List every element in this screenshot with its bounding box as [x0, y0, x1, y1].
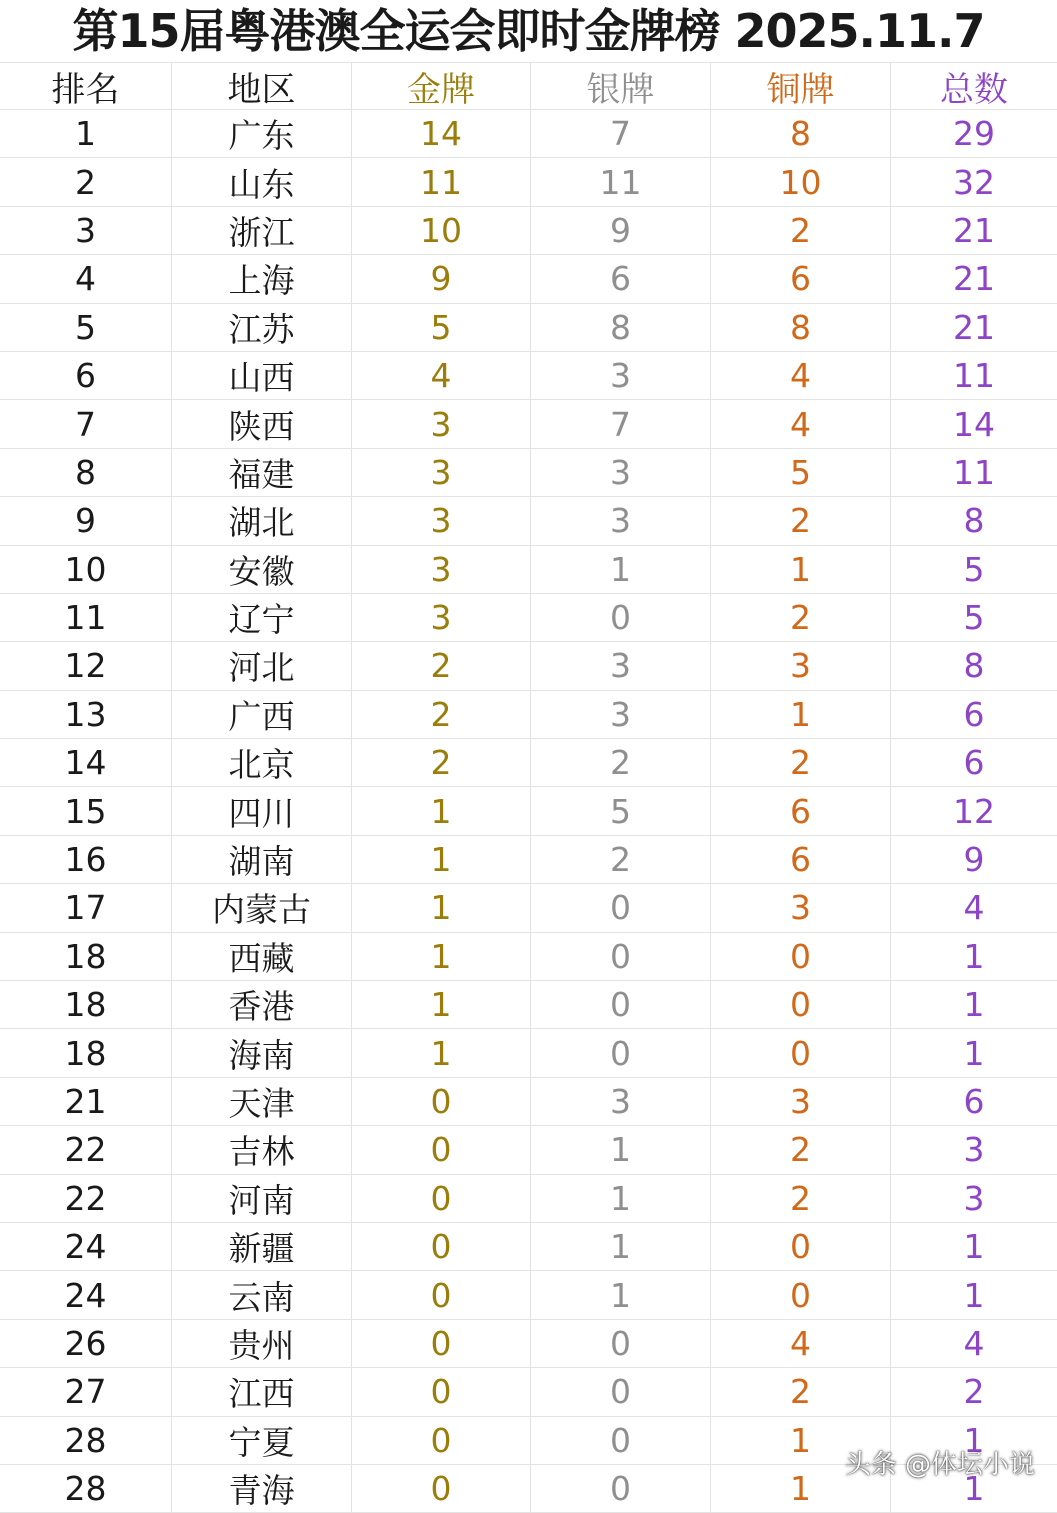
bronze-cell: 2 — [711, 594, 891, 641]
gold-cell: 2 — [352, 691, 531, 738]
gold-cell: 11 — [352, 158, 531, 205]
region-cell: 天津 — [172, 1078, 352, 1125]
silver-cell: 0 — [531, 1368, 711, 1415]
bronze-cell: 2 — [711, 1126, 891, 1173]
total-cell: 3 — [963, 1130, 985, 1170]
region-cell: 北京 — [172, 739, 352, 786]
table-row — [0, 1368, 1057, 1416]
gold-cell: 3 — [352, 400, 531, 447]
table-row — [0, 207, 1057, 255]
bronze-cell: 2 — [711, 1368, 891, 1415]
total-cell: 6 — [963, 743, 985, 783]
header-bronze: 铜牌 — [711, 63, 891, 109]
rank-cell: 1 — [0, 110, 172, 157]
rank-cell: 26 — [0, 1320, 172, 1367]
bronze-cell: 5 — [711, 449, 891, 496]
table-row — [0, 304, 1057, 352]
total-cell: 1 — [963, 1033, 985, 1073]
silver-cell: 1 — [531, 1223, 711, 1270]
table-row — [0, 497, 1057, 545]
rank-cell: 18 — [0, 933, 172, 980]
table-row — [0, 255, 1057, 303]
silver-cell: 1 — [531, 1175, 711, 1222]
silver-cell: 7 — [531, 110, 711, 157]
total-cell: 12 — [953, 791, 995, 831]
table-row — [0, 110, 1057, 158]
total-cell: 5 — [963, 549, 985, 589]
total-cell: 1 — [963, 1275, 985, 1315]
bronze-cell: 6 — [711, 836, 891, 883]
gold-cell: 1 — [352, 884, 531, 931]
bronze-cell: 0 — [711, 1271, 891, 1318]
silver-cell: 0 — [531, 594, 711, 641]
gold-cell: 0 — [352, 1078, 531, 1125]
silver-cell: 6 — [531, 255, 711, 302]
region-cell: 海南 — [172, 1029, 352, 1076]
rank-cell: 15 — [0, 787, 172, 834]
header-total: 总数 — [940, 69, 1008, 110]
gold-cell: 2 — [352, 642, 531, 689]
silver-cell: 3 — [531, 449, 711, 496]
silver-cell: 3 — [531, 497, 711, 544]
header-rank: 排名 — [0, 63, 172, 109]
bronze-cell: 1 — [711, 1465, 891, 1512]
total-cell: 29 — [953, 114, 995, 154]
region-cell: 吉林 — [172, 1126, 352, 1173]
table-row — [0, 642, 1057, 690]
gold-cell: 0 — [352, 1368, 531, 1415]
table-row — [0, 1029, 1057, 1077]
total-cell: 1 — [963, 936, 985, 976]
region-cell: 浙江 — [172, 207, 352, 254]
gold-cell: 3 — [352, 594, 531, 641]
silver-cell: 2 — [531, 836, 711, 883]
region-cell: 新疆 — [172, 1223, 352, 1270]
bronze-cell: 2 — [711, 739, 891, 786]
rank-cell: 14 — [0, 739, 172, 786]
rank-cell: 28 — [0, 1417, 172, 1464]
silver-cell: 0 — [531, 1417, 711, 1464]
region-cell: 云南 — [172, 1271, 352, 1318]
gold-cell: 0 — [352, 1465, 531, 1512]
bronze-cell: 10 — [711, 158, 891, 205]
total-cell: 11 — [953, 356, 995, 396]
total-cell: 1 — [963, 1469, 985, 1509]
rank-cell: 2 — [0, 158, 172, 205]
table-row — [0, 1078, 1057, 1126]
rank-cell: 22 — [0, 1126, 172, 1173]
table-row — [0, 352, 1057, 400]
total-cell: 11 — [953, 452, 995, 492]
gold-cell: 1 — [352, 1029, 531, 1076]
total-cell: 21 — [953, 210, 995, 250]
medal-table — [0, 62, 1057, 1513]
rank-cell: 18 — [0, 1029, 172, 1076]
region-cell: 西藏 — [172, 933, 352, 980]
gold-cell: 5 — [352, 304, 531, 351]
table-row — [0, 546, 1057, 594]
gold-cell: 0 — [352, 1320, 531, 1367]
rank-cell: 9 — [0, 497, 172, 544]
rank-cell: 27 — [0, 1368, 172, 1415]
silver-cell: 9 — [531, 207, 711, 254]
total-cell: 5 — [963, 598, 985, 638]
silver-cell: 1 — [531, 1271, 711, 1318]
gold-cell: 1 — [352, 836, 531, 883]
total-cell: 4 — [963, 1323, 985, 1363]
rank-cell: 22 — [0, 1175, 172, 1222]
total-cell: 8 — [963, 501, 985, 541]
silver-cell: 3 — [531, 352, 711, 399]
region-cell: 广西 — [172, 691, 352, 738]
header-region: 地区 — [172, 63, 352, 109]
gold-cell: 10 — [352, 207, 531, 254]
gold-cell: 0 — [352, 1417, 531, 1464]
table-row — [0, 400, 1057, 448]
total-cell: 6 — [963, 1082, 985, 1121]
total-cell: 1 — [963, 985, 985, 1025]
silver-cell: 11 — [531, 158, 711, 205]
bronze-cell: 2 — [711, 497, 891, 544]
rank-cell: 28 — [0, 1465, 172, 1512]
silver-cell: 3 — [531, 691, 711, 738]
table-header-row — [0, 62, 1057, 110]
bronze-cell: 0 — [711, 1223, 891, 1270]
bronze-cell: 6 — [711, 787, 891, 834]
silver-cell: 0 — [531, 1320, 711, 1367]
table-row — [0, 933, 1057, 981]
table-row — [0, 1271, 1057, 1319]
total-cell: 4 — [963, 888, 985, 928]
total-cell: 1 — [963, 1227, 985, 1267]
rank-cell: 8 — [0, 449, 172, 496]
silver-cell: 1 — [531, 546, 711, 593]
gold-cell: 3 — [352, 546, 531, 593]
silver-cell: 0 — [531, 884, 711, 931]
header-gold: 金牌 — [352, 63, 531, 109]
rank-cell: 16 — [0, 836, 172, 883]
region-cell: 江西 — [172, 1368, 352, 1415]
region-cell: 宁夏 — [172, 1417, 352, 1464]
gold-cell: 1 — [352, 933, 531, 980]
gold-cell: 0 — [352, 1223, 531, 1270]
gold-cell: 3 — [352, 497, 531, 544]
rank-cell: 6 — [0, 352, 172, 399]
bronze-cell: 6 — [711, 255, 891, 302]
silver-cell: 3 — [531, 642, 711, 689]
region-cell: 贵州 — [172, 1320, 352, 1367]
silver-cell: 0 — [531, 981, 711, 1028]
gold-cell: 3 — [352, 449, 531, 496]
table-row — [0, 1175, 1057, 1223]
bronze-cell: 1 — [711, 691, 891, 738]
table-row — [0, 1126, 1057, 1174]
rank-cell: 7 — [0, 400, 172, 447]
bronze-cell: 4 — [711, 1320, 891, 1367]
rank-cell: 24 — [0, 1271, 172, 1318]
table-row — [0, 691, 1057, 739]
table-row — [0, 449, 1057, 497]
table-row — [0, 787, 1057, 835]
table-row — [0, 1320, 1057, 1368]
rank-cell: 24 — [0, 1223, 172, 1270]
rank-cell: 13 — [0, 691, 172, 738]
table-row — [0, 981, 1057, 1029]
rank-cell: 17 — [0, 884, 172, 931]
gold-cell: 0 — [352, 1271, 531, 1318]
gold-cell: 2 — [352, 739, 531, 786]
silver-cell: 7 — [531, 400, 711, 447]
total-cell: 32 — [953, 162, 995, 202]
rank-cell: 11 — [0, 594, 172, 641]
region-cell: 青海 — [172, 1465, 352, 1512]
gold-cell: 1 — [352, 787, 531, 834]
table-row — [0, 594, 1057, 642]
region-cell: 陕西 — [172, 400, 352, 447]
region-cell: 内蒙古 — [172, 884, 352, 931]
bronze-cell: 1 — [711, 1417, 891, 1464]
region-cell: 山西 — [172, 352, 352, 399]
total-cell: 21 — [953, 307, 995, 347]
gold-cell: 0 — [352, 1126, 531, 1173]
region-cell: 香港 — [172, 981, 352, 1028]
gold-cell: 1 — [352, 981, 531, 1028]
bronze-cell: 0 — [711, 981, 891, 1028]
silver-cell: 1 — [531, 1126, 711, 1173]
gold-cell: 9 — [352, 255, 531, 302]
silver-cell: 0 — [531, 1465, 711, 1512]
region-cell: 山东 — [172, 158, 352, 205]
region-cell: 湖南 — [172, 836, 352, 883]
rank-cell: 4 — [0, 255, 172, 302]
total-cell: 2 — [963, 1372, 985, 1412]
region-cell: 福建 — [172, 449, 352, 496]
region-cell: 上海 — [172, 255, 352, 302]
region-cell: 辽宁 — [172, 594, 352, 641]
rank-cell: 18 — [0, 981, 172, 1028]
table-row — [0, 739, 1057, 787]
total-cell: 14 — [953, 404, 995, 444]
rank-cell: 21 — [0, 1078, 172, 1125]
rank-cell: 10 — [0, 546, 172, 593]
silver-cell: 0 — [531, 1029, 711, 1076]
silver-cell: 5 — [531, 787, 711, 834]
silver-cell: 2 — [531, 739, 711, 786]
total-cell: 9 — [963, 840, 985, 880]
region-cell: 四川 — [172, 787, 352, 834]
bronze-cell: 8 — [711, 110, 891, 157]
gold-cell: 4 — [352, 352, 531, 399]
region-cell: 江苏 — [172, 304, 352, 351]
total-cell: 1 — [963, 1420, 985, 1460]
total-cell: 8 — [963, 646, 985, 686]
table-row — [0, 1223, 1057, 1271]
total-cell: 21 — [953, 259, 995, 299]
header-silver: 银牌 — [531, 63, 711, 109]
gold-cell: 0 — [352, 1175, 531, 1222]
bronze-cell: 4 — [711, 400, 891, 447]
watermark: 头条 @体坛小说 — [844, 1450, 1035, 1480]
rank-cell: 12 — [0, 642, 172, 689]
bronze-cell: 0 — [711, 1029, 891, 1076]
bronze-cell: 8 — [711, 304, 891, 351]
region-cell: 河南 — [172, 1175, 352, 1222]
bronze-cell: 2 — [711, 207, 891, 254]
region-cell: 湖北 — [172, 497, 352, 544]
table-row — [0, 884, 1057, 932]
table-body — [0, 110, 1057, 1513]
region-cell: 河北 — [172, 642, 352, 689]
region-cell: 安徽 — [172, 546, 352, 593]
bronze-cell: 1 — [711, 546, 891, 593]
silver-cell: 3 — [531, 1078, 711, 1125]
gold-cell: 14 — [352, 110, 531, 157]
total-cell: 6 — [963, 694, 985, 734]
rank-cell: 5 — [0, 304, 172, 351]
silver-cell: 8 — [531, 304, 711, 351]
bronze-cell: 0 — [711, 933, 891, 980]
table-row — [0, 836, 1057, 884]
bronze-cell: 3 — [711, 642, 891, 689]
bronze-cell: 2 — [711, 1175, 891, 1222]
bronze-cell: 4 — [711, 352, 891, 399]
bronze-cell: 3 — [711, 1078, 891, 1125]
rank-cell: 3 — [0, 207, 172, 254]
total-cell: 3 — [963, 1178, 985, 1218]
silver-cell: 0 — [531, 933, 711, 980]
region-cell: 广东 — [172, 110, 352, 157]
bronze-cell: 3 — [711, 884, 891, 931]
table-row — [0, 158, 1057, 206]
page-title: 第15届粤港澳全运会即时金牌榜 2025.11.7 — [72, 4, 985, 58]
